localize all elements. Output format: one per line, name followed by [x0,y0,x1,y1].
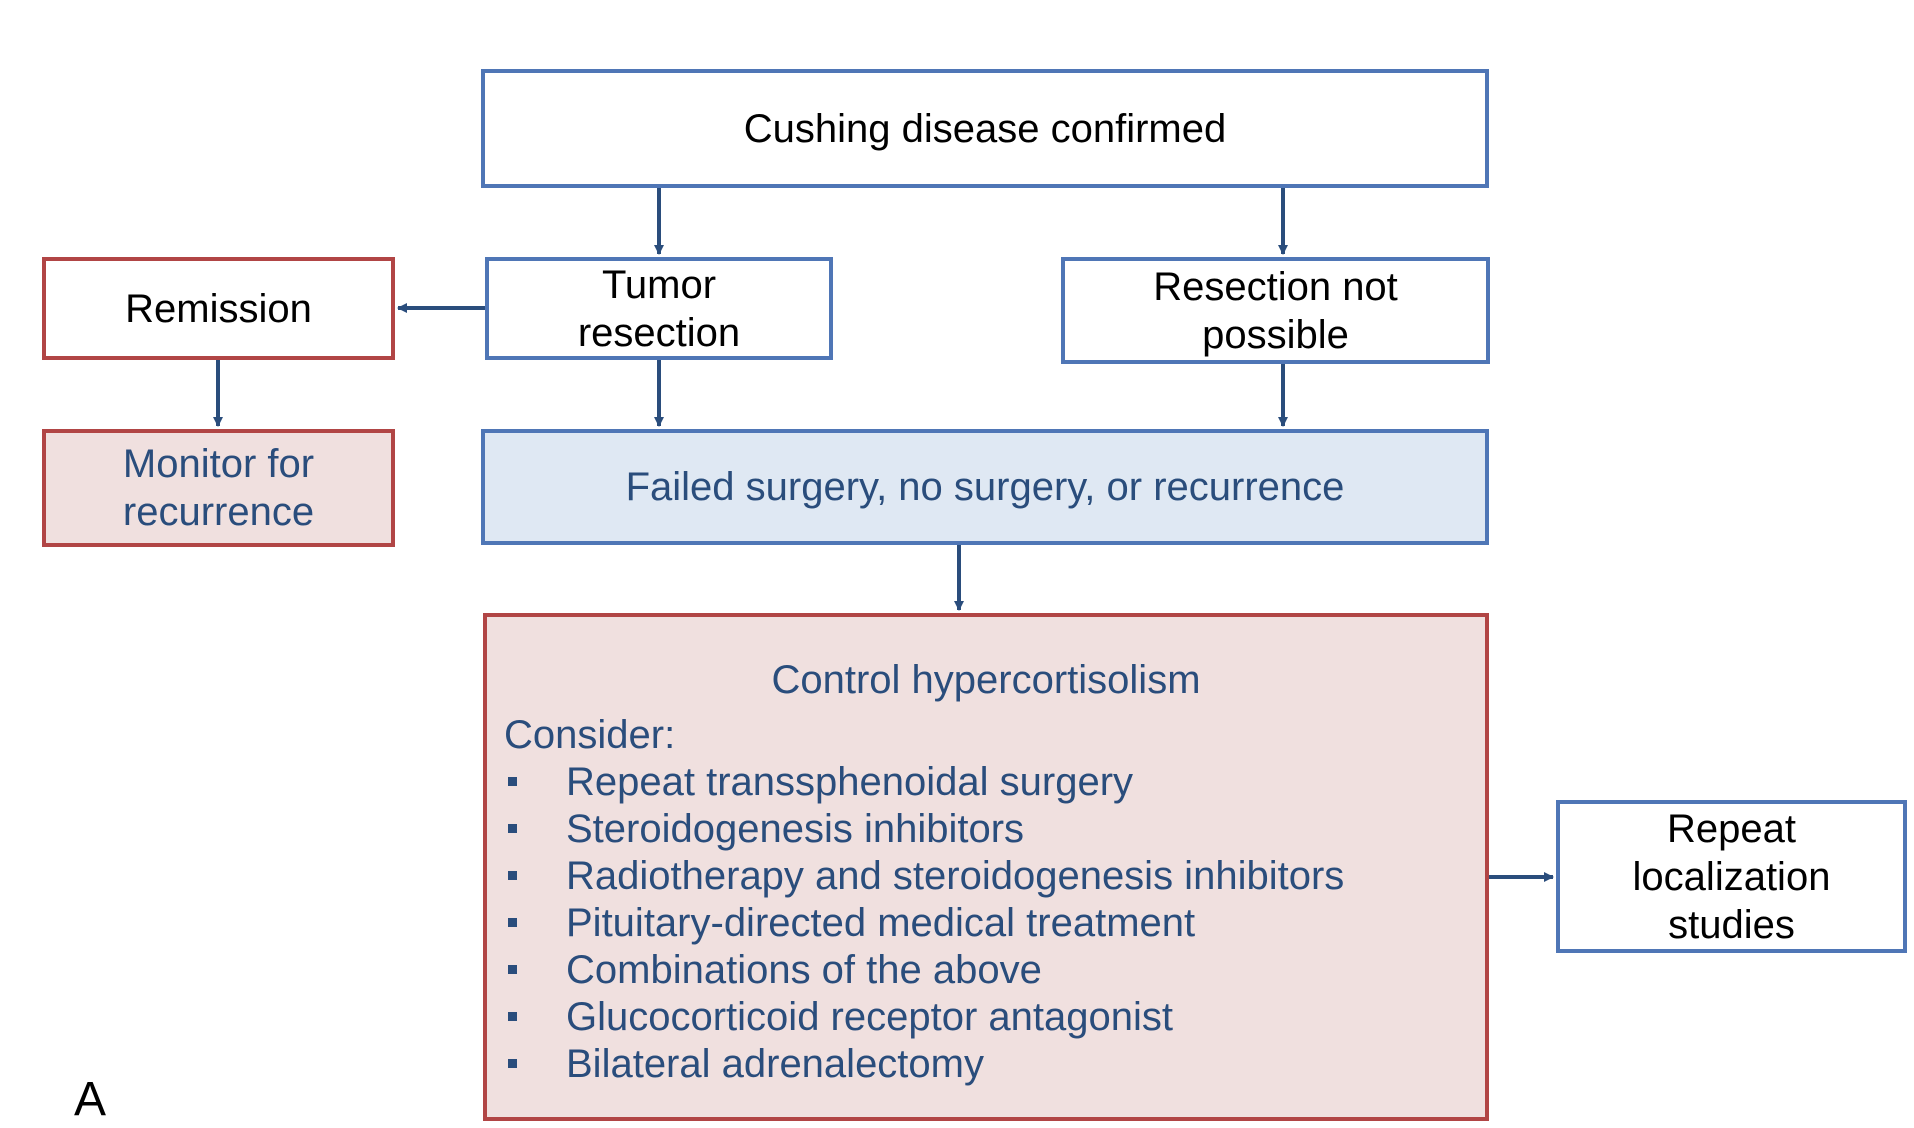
control-option-item [504,900,1344,947]
node-tumor-resection-line-2: resection [577,310,741,355]
control-option-item [504,994,1344,1041]
node-control-hypercortisolism [483,613,1489,1121]
node-repeat-localization-studies [1556,800,1907,953]
node-monitor-line-1: Monitor for [122,442,315,486]
bullet-square-icon [508,918,517,927]
bullet-square-icon [508,871,517,880]
node-resection-not-possible-line-1: Resection not [1153,264,1398,309]
bullet-square-icon [508,824,517,833]
panel-label: A [74,1073,107,1126]
control-consider-label: Consider: [504,713,676,757]
control-option-text: Combinations of the above [566,948,1042,992]
node-failed-surgery [481,429,1489,545]
node-tumor-resection-line-1: Tumor [601,262,717,307]
control-option-item [504,853,1344,900]
control-option-item [504,947,1344,994]
control-option-text: Radiotherapy and steroidogenesis inhibitors [566,854,1345,898]
bullet-square-icon [508,965,517,974]
control-option-text: Pituitary-directed medical treatment [566,901,1196,945]
node-repeat-localization-line-1: Repeat [1667,806,1796,851]
node-monitor-line-2: recurrence [122,490,315,534]
node-cushing-disease-confirmed [481,69,1489,188]
node-remission [42,257,395,360]
bullet-square-icon [508,777,517,786]
control-option-text: Bilateral adrenalectomy [566,1042,984,1086]
bullet-square-icon [508,1012,517,1021]
node-failed-surgery-label: Failed surgery, no surgery, or recurrence [625,465,1345,509]
control-option-item [504,806,1344,853]
node-tumor-resection [485,257,833,360]
node-repeat-localization-line-2: localization [1632,854,1831,899]
bullet-square-icon [508,1059,517,1068]
control-option-text: Steroidogenesis inhibitors [566,807,1025,851]
node-monitor-for-recurrence [42,429,395,547]
control-options-list [504,759,1344,1088]
node-repeat-localization-line-3: studies [1668,902,1795,947]
control-hypercortisolism-title: Control hypercortisolism [771,658,1201,702]
node-resection-not-possible-line-2: possible [1202,312,1349,357]
control-option-item [504,1041,1344,1088]
control-option-text: Repeat transsphenoidal surgery [566,760,1134,804]
control-option-text: Glucocorticoid receptor antagonist [566,995,1173,1039]
node-resection-not-possible [1061,257,1490,364]
node-remission-label: Remission [125,286,312,331]
control-option-item [504,759,1344,806]
node-cushing-disease-confirmed-label: Cushing disease confirmed [743,106,1227,151]
